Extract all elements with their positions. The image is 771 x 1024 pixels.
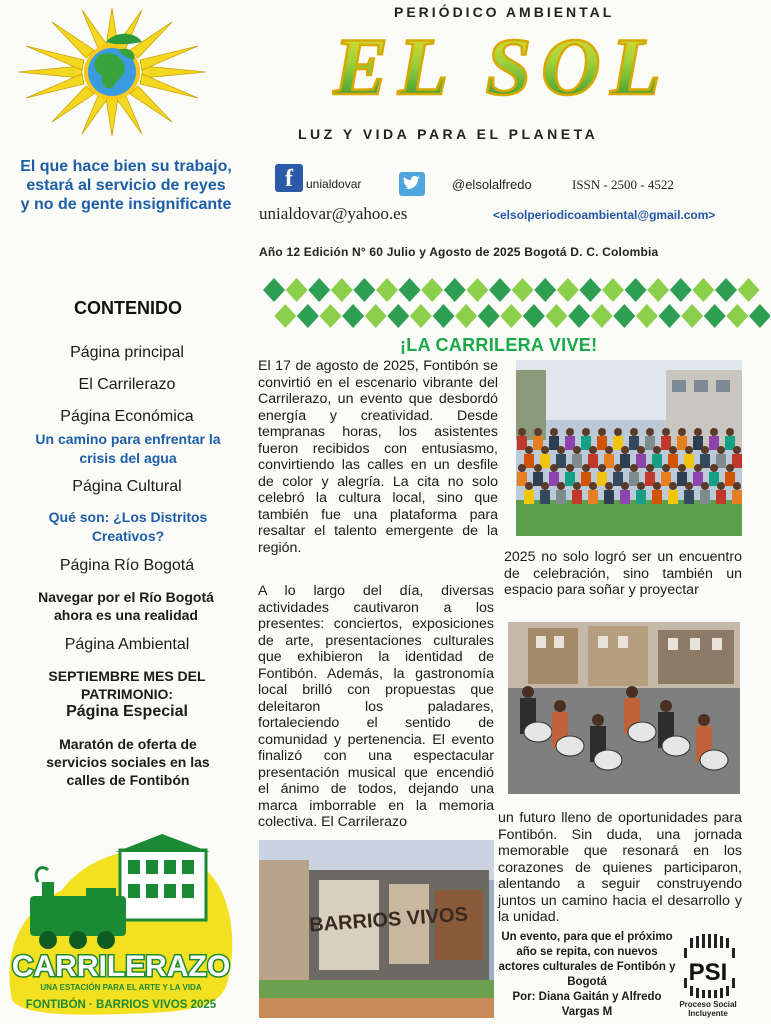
crowd-figure: [517, 436, 527, 450]
crowd-photo: [516, 360, 742, 536]
crowd-figure: [621, 482, 629, 490]
pattern-diamond: [704, 304, 726, 328]
crowd-figure: [725, 436, 735, 450]
article-paragraph-text: 2025 no solo logró ser un encuentro de celebración, sino también un espacio para soñar y proyectar: [504, 549, 742, 598]
pattern-diamond: [692, 278, 714, 302]
crowd-figure: [621, 446, 629, 454]
crowd-figure: [588, 490, 598, 504]
pattern-diamond: [274, 304, 296, 328]
crowd-figure: [549, 472, 559, 486]
mural-text: BARRIOS VIVOS: [308, 903, 469, 937]
toc-item: Página Cultural: [72, 478, 182, 495]
carrilerazo-subtitle: FONTIBÓN · BARRIOS VIVOS 2025: [25, 999, 217, 1011]
crowd-figure: [662, 464, 670, 472]
crowd-figure: [566, 464, 574, 472]
crowd-figure: [572, 490, 582, 504]
crowd-figure: [700, 454, 710, 468]
pattern-diamond: [647, 278, 669, 302]
crowd-figure: [678, 428, 686, 436]
carrilerazo-slogan: UNA ESTACIÓN PARA EL ARTE Y LA VIDA: [40, 983, 202, 992]
drum-figure: [700, 750, 728, 770]
crowd-figure: [533, 472, 543, 486]
crowd-figure: [598, 428, 606, 436]
pattern-diamond: [523, 304, 545, 328]
secondary-email: <elsolperiodicoambiental@gmail.com>: [493, 208, 716, 222]
article-paragraph-text: A lo largo del día, diversas actividades cautivaron a los presentes: conciertos, exposiciones de arte, presentaciones culturales que exhibieron la identidad de Fontibón. Además, la gastronomía local brilló con propuestas que deleitaron los paladares, fortaleciendo el sentido de comunidad y pertenencia. El evento finalizó con una espectacular presentación musical que encendió el ánimo de todos, dejando una marca imborrable en la memoria colectiva. El Carrilerazo: [258, 583, 494, 830]
pattern-diamond: [320, 304, 342, 328]
crowd-figure: [629, 472, 639, 486]
crowd-figure: [709, 436, 719, 450]
pattern-diamond: [534, 278, 556, 302]
crowd-figure: [645, 472, 655, 486]
drum-parade-photo: [508, 622, 740, 794]
crowd-figure: [629, 436, 639, 450]
crowd-figure: [717, 446, 725, 454]
twitter-handle: @elsolalfredo: [452, 177, 532, 192]
crowd-figure: [541, 446, 549, 454]
crowd-figure: [709, 472, 719, 486]
drummer-figure: [660, 700, 672, 712]
pattern-diamond: [455, 304, 477, 328]
pattern-diamond: [659, 304, 681, 328]
crowd-figure: [518, 428, 526, 436]
pattern-diamond: [613, 304, 635, 328]
crowd-figure: [636, 490, 646, 504]
crowd-figure: [565, 472, 575, 486]
crowd-figure: [668, 490, 678, 504]
toc-subitem: SEPTIEMBRE MES DEL PATRIMONIO:: [48, 668, 206, 702]
crowd-figure: [613, 436, 623, 450]
sidebar-quote: El que hace bien su trabajo, estará al servicio de reyes y no de gente insignificante: [20, 158, 232, 213]
edition-info: Año 12 Edición N° 60 Julio y Agosto de 2025 Bogotá D. C. Colombia: [259, 245, 659, 259]
drummer-figure: [626, 686, 638, 698]
crowd-figure: [637, 446, 645, 454]
crowd-figure: [646, 428, 654, 436]
pattern-diamond: [500, 304, 522, 328]
pattern-diamond: [263, 278, 285, 302]
pattern-diamond: [286, 278, 308, 302]
crowd-figure: [669, 482, 677, 490]
crowd-figure: [605, 446, 613, 454]
crowd-figure: [597, 472, 607, 486]
pattern-diamond: [308, 278, 330, 302]
newspaper-kicker: PERIÓDICO AMBIENTAL: [394, 4, 615, 20]
crowd-figure: [604, 490, 614, 504]
crowd-figure: [669, 446, 677, 454]
toc-item: Página principal: [70, 344, 184, 361]
crowd-figure: [710, 464, 718, 472]
crowd-figure: [653, 482, 661, 490]
pattern-diamond: [749, 304, 770, 328]
psi-mark: PSI: [688, 959, 728, 986]
crowd-figure: [677, 472, 687, 486]
masthead-title: [332, 20, 672, 110]
crowd-figure: [597, 436, 607, 450]
crowd-figure: [630, 428, 638, 436]
crowd-figure: [661, 436, 671, 450]
sun-globe-logo: [16, 6, 208, 138]
carrilerazo-logo: [2, 830, 240, 1020]
toc-subitem: Qué son: ¿Los Distritos Creativos?: [48, 509, 208, 544]
crowd-figure: [700, 490, 710, 504]
crowd-figure: [573, 482, 581, 490]
issn: ISSN - 2500 - 4522: [572, 177, 674, 192]
crowd-figure: [636, 454, 646, 468]
crowd-figure: [581, 436, 591, 450]
crowd-figure: [732, 490, 742, 504]
masthead-title-text: EL SOL: [333, 21, 671, 110]
crowd-figure: [589, 482, 597, 490]
article-closing: Un evento, para que el próximo año se repita, con nuevos actores culturales de Fontibón y Bogotá: [498, 931, 676, 988]
barrios-vivos-mural-photo: [259, 840, 494, 1018]
crowd-figure: [693, 472, 703, 486]
toc-item: Página Ambiental: [64, 636, 190, 653]
toc-subitem: Navegar por el Río Bogotá ahora es una realidad: [38, 589, 214, 623]
crowd-figure: [620, 490, 630, 504]
toc-item: Página Especial: [66, 703, 188, 720]
pattern-diamond: [489, 278, 511, 302]
crowd-figure: [566, 428, 574, 436]
crowd-figure: [726, 428, 734, 436]
pattern-diamond: [297, 304, 319, 328]
crowd-figure: [694, 464, 702, 472]
carrilerazo-title: CARRILERAZO: [11, 950, 231, 983]
crowd-figure: [678, 464, 686, 472]
pattern-diamond: [410, 304, 432, 328]
crowd-figure: [693, 436, 703, 450]
contents-title: CONTENIDO: [74, 298, 182, 318]
crowd-figure: [726, 464, 734, 472]
pattern-diamond: [331, 278, 353, 302]
drummer-figure: [592, 714, 604, 726]
article-paragraph-1: [258, 358, 498, 556]
pattern-diamond: [591, 304, 613, 328]
pattern-diamond: [399, 278, 421, 302]
crowd-figure: [525, 446, 533, 454]
crowd-figure: [525, 482, 533, 490]
crowd-figure: [588, 454, 598, 468]
pattern-diamond: [625, 278, 647, 302]
drummer-figure: [522, 686, 534, 698]
crowd-figure: [614, 428, 622, 436]
toc-item: El Carrilerazo: [78, 376, 176, 393]
crowd-figure: [598, 464, 606, 472]
twitter-icon: [399, 172, 425, 196]
crowd-figure: [565, 436, 575, 450]
crowd-figure: [582, 464, 590, 472]
psi-caption: Proceso Social Incluyente: [679, 1000, 737, 1018]
diamond-pattern-divider: [262, 276, 770, 330]
crowd-figure: [540, 490, 550, 504]
crowd-figure: [645, 436, 655, 450]
crowd-figure: [677, 436, 687, 450]
drum-figure: [594, 750, 622, 770]
drum-figure: [628, 722, 656, 742]
pattern-diamond: [602, 278, 624, 302]
drum-figure: [556, 736, 584, 756]
crowd-figure: [604, 454, 614, 468]
crowd-figure: [581, 472, 591, 486]
pattern-diamond: [444, 278, 466, 302]
crowd-figure: [685, 446, 693, 454]
drum-figure: [524, 722, 552, 742]
crowd-figure: [725, 472, 735, 486]
article-authors: Por: Diana Gaitán y Alfredo Vargas M: [512, 991, 662, 1018]
article-paragraph-text: El 17 de agosto de 2025, Fontibón se convirtió en el escenario vibrante del Carrilerazo, un evento que desbordó energía y creatividad. Desde tempranas horas, los asistentes fueron recibidos con entusiasmo, convirtiendo las calles en un desfile de color y alegría. La cita no solo celebró la cultura local, sino que también fue una plataforma para resaltar el talento emergente de la región.: [258, 358, 498, 556]
pattern-diamond: [342, 304, 364, 328]
tagline: LUZ Y VIDA PARA EL PLANETA: [298, 126, 599, 142]
crowd-figure: [557, 482, 565, 490]
crowd-figure: [637, 482, 645, 490]
crowd-figure: [556, 490, 566, 504]
crowd-figure: [517, 472, 527, 486]
crowd-figure: [620, 454, 630, 468]
crowd-figure: [550, 464, 558, 472]
pattern-diamond: [478, 304, 500, 328]
crowd-figure: [534, 464, 542, 472]
crowd-figure: [582, 428, 590, 436]
toc-item: Página Económica: [60, 408, 194, 425]
article-paragraph-3: [504, 549, 742, 599]
drum-figure: [662, 736, 690, 756]
crowd-figure: [605, 482, 613, 490]
crowd-figure: [613, 472, 623, 486]
crowd-figure: [661, 472, 671, 486]
crowd-figure: [614, 464, 622, 472]
pattern-diamond: [636, 304, 658, 328]
crowd-figure: [716, 490, 726, 504]
crowd-figure: [534, 428, 542, 436]
crowd-figure: [701, 482, 709, 490]
pattern-diamond: [715, 278, 737, 302]
pattern-diamond: [466, 278, 488, 302]
crowd-figure: [684, 454, 694, 468]
drummer-figure: [698, 714, 710, 726]
crowd-figure: [540, 454, 550, 468]
crowd-figure: [684, 490, 694, 504]
crowd-figure: [557, 446, 565, 454]
crowd-figure: [733, 482, 741, 490]
crowd-figure: [518, 464, 526, 472]
pattern-diamond: [376, 278, 398, 302]
toc-subitem: Maratón de oferta de servicios sociales en las calles de Fontibón: [46, 736, 210, 788]
crowd-figure: [717, 482, 725, 490]
article-paragraph-text: un futuro lleno de oportunidades para Fontibón. Sin duda, una jornada memorable que resonará en los corazones de quienes participaron, alentando a seguir construyendo juntos un camino hacia el desarrollo y la unidad.: [498, 810, 742, 925]
crowd-figure: [732, 454, 742, 468]
crowd-figure: [716, 454, 726, 468]
crowd-figure: [652, 454, 662, 468]
facebook-handle: unialdovar: [306, 177, 362, 191]
crowd-figure: [550, 428, 558, 436]
article-credit: [498, 930, 676, 1020]
article-paragraph-2: [258, 583, 494, 831]
crowd-figure: [710, 428, 718, 436]
crowd-figure: [572, 454, 582, 468]
pattern-diamond: [557, 278, 579, 302]
crowd-figure: [652, 490, 662, 504]
crowd-figure: [701, 446, 709, 454]
pattern-diamond: [568, 304, 590, 328]
crowd-figure: [533, 436, 543, 450]
pattern-diamond: [421, 278, 443, 302]
pattern-diamond: [512, 278, 534, 302]
crowd-figure: [685, 482, 693, 490]
crowd-figure: [653, 446, 661, 454]
pattern-diamond: [726, 304, 748, 328]
crowd-figure: [556, 454, 566, 468]
crowd-figure: [589, 446, 597, 454]
crowd-figure: [541, 482, 549, 490]
pattern-diamond: [546, 304, 568, 328]
crowd-figure: [694, 428, 702, 436]
crowd-figure: [524, 490, 534, 504]
toc-item: Página Río Bogotá: [59, 557, 195, 574]
primary-email: unialdovar@yahoo.es: [259, 204, 408, 223]
pattern-diamond: [681, 304, 703, 328]
crowd-figure: [630, 464, 638, 472]
crowd-figure: [524, 454, 534, 468]
pattern-diamond: [738, 278, 760, 302]
pattern-diamond: [387, 304, 409, 328]
facebook-icon: f: [275, 164, 303, 192]
pattern-diamond: [353, 278, 375, 302]
pattern-diamond: [365, 304, 387, 328]
pattern-diamond: [670, 278, 692, 302]
pattern-diamond: [433, 304, 455, 328]
crowd-figure: [733, 446, 741, 454]
crowd-figure: [646, 464, 654, 472]
drummer-figure: [554, 700, 566, 712]
crowd-figure: [662, 428, 670, 436]
crowd-figure: [573, 446, 581, 454]
pattern-diamond: [579, 278, 601, 302]
crowd-figure: [549, 436, 559, 450]
crowd-figure: [668, 454, 678, 468]
article-paragraph-4: [498, 810, 742, 926]
article-headline: ¡LA CARRILERA VIVE!: [400, 335, 598, 355]
toc-subitem: Un camino para enfrentar la crisis del agua: [35, 431, 221, 466]
